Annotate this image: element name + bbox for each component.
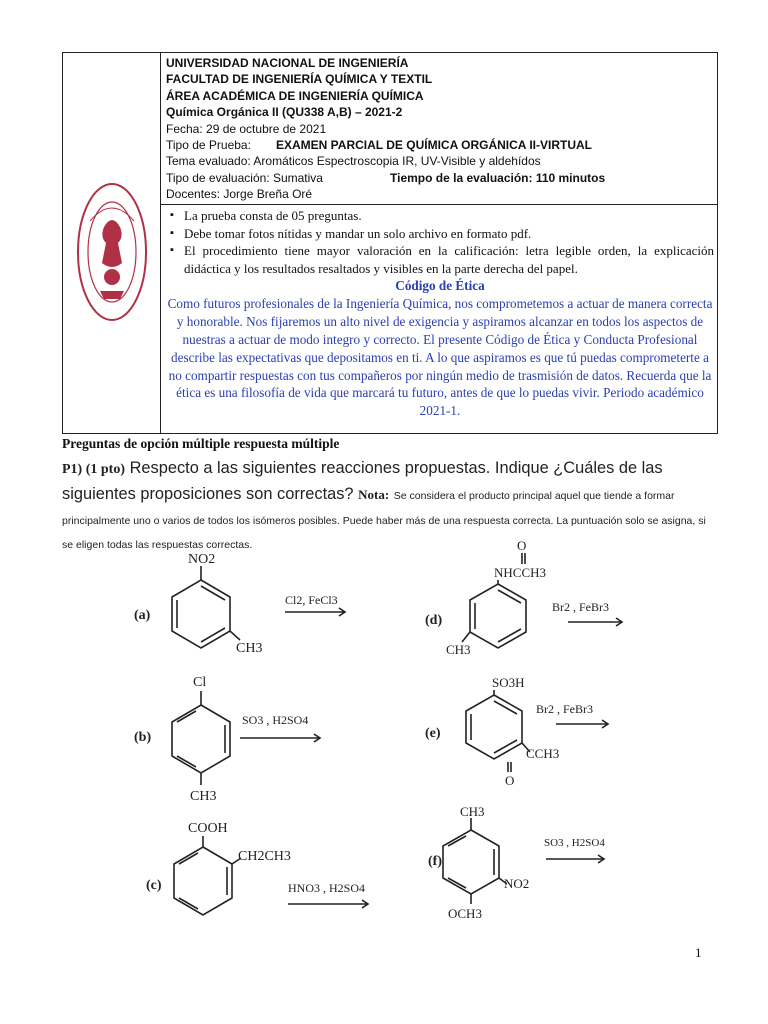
university-name: UNIVERSIDAD NACIONAL DE INGENIERÍA [166, 56, 409, 70]
reaction-f [428, 804, 605, 921]
reaction-b-substituent-1: Cl [193, 675, 207, 690]
reaction-d-label: (d) [425, 613, 443, 628]
reaction-a-substituent-1: NO2 [188, 552, 216, 567]
reaction-b-substituent-2: CH3 [190, 789, 217, 804]
reaction-a-label: (a) [134, 608, 151, 623]
reaction-b-reagent: SO3 , H2SO4 [242, 713, 309, 727]
reaction-e-label: (e) [425, 726, 441, 741]
reaction-c-substituent-2: CH2CH3 [238, 849, 291, 864]
rule-item: ▪ Debe tomar fotos nítidas y mandar un solo archivo en formato pdf. [166, 225, 714, 243]
reaction-f-substituent-2: NO2 [504, 876, 530, 891]
reaction-d-substituent-2: NHCCH3 [494, 565, 547, 580]
reaction-f-reagent: SO3 , H2SO4 [544, 837, 605, 849]
faculty-name: FACULTAD DE INGENIERÍA QUÍMICA Y TEXTIL [166, 72, 433, 87]
reaction-a-substituent-2: CH3 [236, 641, 263, 656]
rule-item: ▪ El procedimiento tiene mayor valoración en la calificación: letra legible orden, la explicación didáctica y los resultados resaltados y visibles en la parte derecha del papel. [166, 242, 714, 277]
rule-item: ▪ La prueba consta de 05 preguntas. [166, 207, 714, 225]
reaction-c-reagent: HNO3 , H2SO4 [288, 881, 366, 895]
reaction-a-reagent: Cl2, FeCl3 [285, 593, 338, 607]
nota-label: Nota: [358, 487, 390, 502]
reaction-e-substituent-3: O [505, 773, 515, 788]
eval-time: Tiempo de la evaluación: 110 minutos [390, 170, 606, 185]
reaction-e [425, 675, 608, 788]
reaction-b-label: (b) [134, 730, 152, 745]
section-title: Preguntas de opción múltiple respuesta múltiple [62, 436, 340, 451]
reaction-b [134, 675, 320, 804]
reaction-c [146, 821, 368, 915]
exam-topic: Tema evaluado: Aromáticos Espectroscopia IR, UV-Visible y aldehídos [166, 154, 541, 169]
reaction-c-substituent-1: COOH [188, 821, 228, 836]
reaction-c-label: (c) [146, 878, 162, 893]
ethics-body: Como futuros profesionales de la Ingeniería Química, nos comprometemos a actuar de manera correcta y honorable. Nos fijaremos un alto nivel de exigencia y aspiramos alcanzar en todos los aspectos de nuestras a actuar de modo integro y correcto. El presente Código de Ética y Conducta Profesional describe las expectativas que depositamos en ti. A lo que aspiramos es que tú puedas comprometerte a no compartir respuestas con tus compañeros por ningún medio de trasmisión de datos. Recuerda que la ética es una filosofía de vida que marcará tu futuro, antes de que lo puedas vivir. Periodo académico 2021-1. [167, 295, 713, 419]
ethics-title: Código de Ética [395, 278, 485, 293]
reaction-d-substituent-3: CH3 [446, 642, 471, 657]
reaction-f-label: (f) [428, 854, 442, 869]
reaction-e-substituent-2: CCH3 [526, 746, 560, 761]
test-type-value: EXAMEN PARCIAL DE QUÍMICA ORGÁNICA II-VIRTUAL [276, 138, 593, 153]
reaction-f-substituent-3: OCH3 [448, 906, 482, 921]
reaction-d-substituent-1: O [517, 538, 527, 553]
exam-date: Fecha: 29 de octubre de 2021 [166, 121, 327, 136]
course-name: Química Orgánica II (QU338 A,B) – 2021-2 [166, 105, 403, 120]
nota-text: Se considera el producto principal aquel que tiende a formar principalmente uno o varios de todos los isómeros posibles. Puede haber más de una respuesta correcta. La puntuación solo se asigna, si se eligen todas las respuestas correctas. [62, 490, 706, 551]
reaction-d-reagent: Br2 , FeBr3 [552, 600, 609, 614]
reaction-a [134, 552, 345, 656]
reaction-e-reagent: Br2 , FeBr3 [536, 702, 593, 716]
question-text: Respecto a las siguientes reacciones propuestas. Indique ¿Cuáles de las siguientes proposiciones son correctas? [62, 459, 663, 503]
area-name: ÁREA ACADÉMICA DE INGENIERÍA QUÍMICA [166, 88, 424, 103]
teachers: Docentes: Jorge Breña Oré [166, 187, 313, 202]
page-number: 1 [695, 945, 702, 960]
question-tag: P1) (1 pto) [62, 462, 125, 477]
eval-type: Tipo de evaluación: Sumativa [166, 170, 323, 185]
reaction-e-substituent-1: SO3H [492, 675, 525, 690]
test-type-label: Tipo de Prueba: [166, 138, 251, 153]
reaction-f-substituent-1: CH3 [460, 804, 485, 819]
reaction-d [425, 538, 622, 657]
